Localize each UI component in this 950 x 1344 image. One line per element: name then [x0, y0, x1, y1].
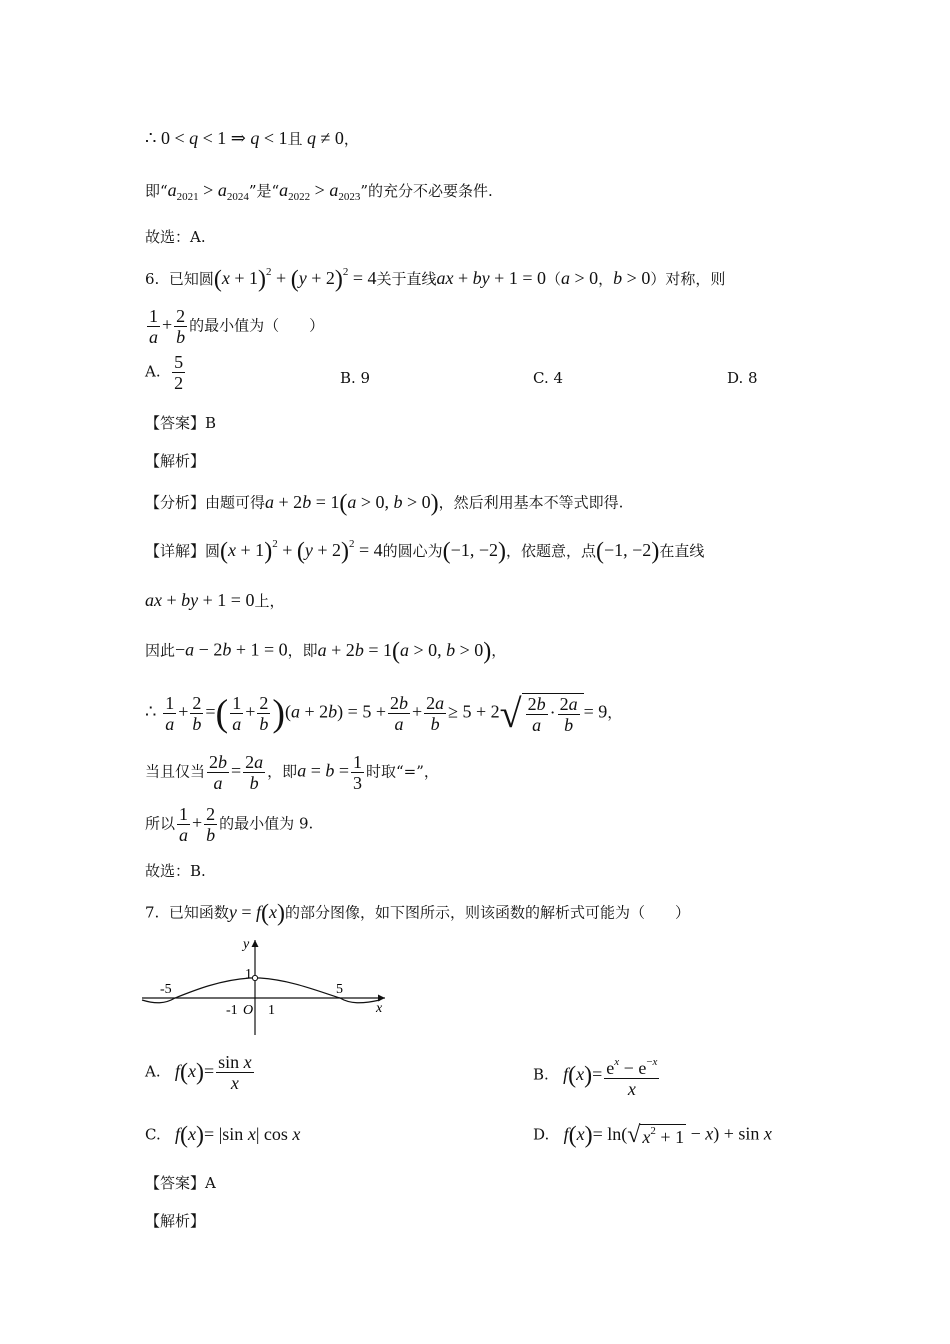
xiangjie-6-line4: ∴ $\frac{1}{a}$ + $\frac{2}{b}$ =( $\frac{1}{a}$ + $\frac{2}{b}$ )(a + 2b) = 5 + $\frac{2b}{a}$ + $\frac{2a}{b}$ ≥ 5 + 2√ $\frac{2b}{a}$ · $\frac{2a}{b}$ = 9，	[145, 691, 623, 736]
q6-option-c[interactable]: C. 4	[533, 369, 564, 387]
q7-option-d[interactable]: D. f(x)= ln(√ $x^2 + 1 - x) + \sin x$	[533, 1122, 772, 1149]
question-7-stem: 7. 已知函数y = f(x)的部分图像，如下图所示，则该函数的解析式可能为（ ）	[145, 900, 691, 926]
q6-option-b[interactable]: B. 9	[340, 369, 371, 387]
answer-7: 【答案】A	[145, 1174, 216, 1192]
l1-tail: ，	[343, 130, 359, 148]
line-sufficient-condition: 即“$a_{2021} > a_{2024}$”是“$a_{2022} > a_{2023}$”的充分不必要条件.	[145, 180, 493, 203]
answer-6: 【答案】B	[145, 414, 217, 432]
tick-1-x: 1	[268, 1003, 275, 1018]
analysis-6: 【解析】	[145, 452, 206, 470]
tick-1-y: 1	[245, 967, 252, 982]
hole-at-origin	[252, 975, 257, 980]
xiangjie-6-line5: 当且仅当 $\frac{2b}{a}$ = $\frac{2a}{b}$ ，即a = b = $\frac{1}{3}$ 时取“=”，	[145, 752, 439, 793]
q7-option-c[interactable]: C. f(x)= |sin x| cos x	[145, 1122, 301, 1148]
origin-label: O	[243, 1003, 254, 1018]
q6-option-d[interactable]: D. 8	[727, 369, 758, 387]
line-conclusion-q: ∴ 0 < q < 1 ⇒ q < 1且 q ≠ 0，	[145, 128, 359, 148]
math-therefore: ∴ 0 < q < 1 ⇒ q < 1	[145, 128, 288, 148]
xiangjie-6-line7: 故选：B.	[145, 862, 206, 880]
tick-neg1: -1	[226, 1003, 238, 1018]
question-6-stem: 6. 已知圆$(x + 1)^2 + (y + 2)^2 = 4$关于直线ax + by + 1 = 0（a > 0，b > 0）对称，则	[145, 266, 726, 293]
analysis-7: 【解析】	[145, 1212, 206, 1230]
question-6-stem-2: $\frac{1}{a}$ + $\frac{2}{b}$ 的最小值为（ ）	[149, 306, 325, 347]
tick-neg5: -5	[160, 982, 172, 997]
q6-option-a[interactable]: A. $\frac{5}{2}$	[145, 352, 184, 393]
xiangjie-6-line6: 所以 $\frac{1}{a}$ + $\frac{2}{b}$ 的最小值为 9.	[145, 804, 314, 845]
xiangjie-6-line3: 因此−a − 2b + 1 = 0，即a + 2b = 1(a > 0, b > 0)，	[145, 638, 507, 664]
q7-option-b[interactable]: B. f(x)= $\frac{e^x - e^{-x}}{x}$	[533, 1052, 661, 1099]
function-graph	[140, 930, 400, 1040]
label-y: y	[243, 937, 250, 952]
xiangjie-6-line2: ax + by + 1 = 0上，	[145, 590, 285, 610]
tick-5: 5	[336, 982, 343, 997]
q7-option-a[interactable]: A. f(x)= $\frac{\text{sin x}}{x}$	[145, 1052, 252, 1093]
line-choose-a: 故选：A.	[145, 228, 206, 246]
xiangjie-6: 【详解】圆$(x + 1)^2 + (y + 2)^2 = 4$的圆心为(−1, −2)，依题意，点(−1, −2)在直线	[145, 538, 705, 565]
fenxi-6: 【分析】由题可得a + 2b = 1(a > 0, b > 0)，然后利用基本不等式即得.	[145, 490, 624, 516]
label-x: x	[376, 1001, 383, 1016]
curve-sinx-over-x	[142, 978, 380, 1003]
